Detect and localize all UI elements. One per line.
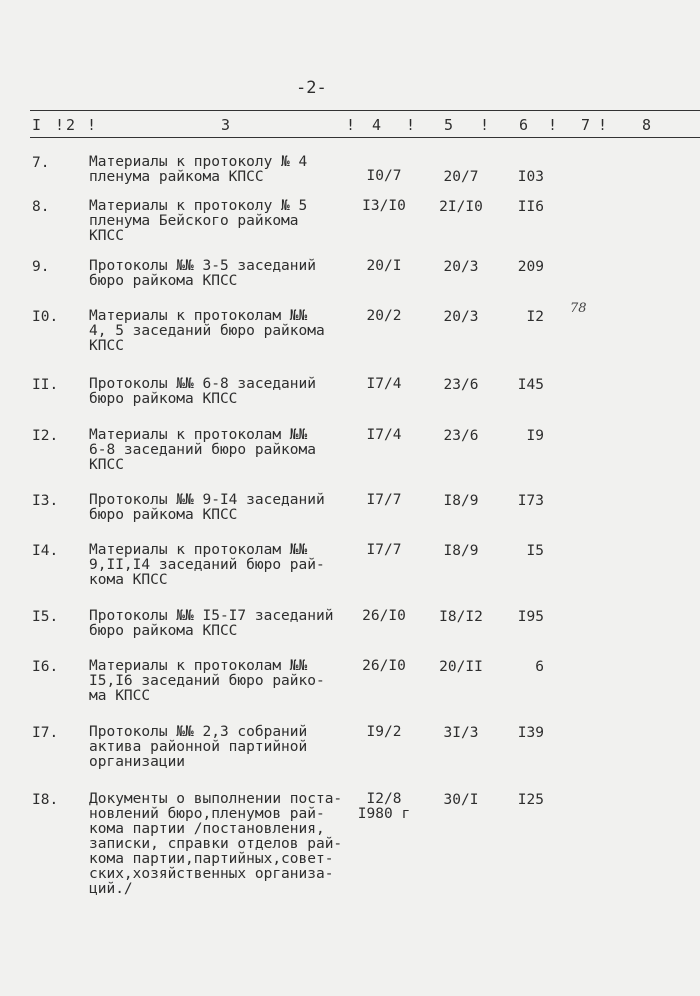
row-title-line: Материалы к протоколам №№ <box>89 308 308 324</box>
header-cell: ! <box>598 116 608 134</box>
row-title-line: 6-8 заседаний бюро райкома <box>89 442 316 458</box>
handwritten-note: 78 <box>570 301 587 316</box>
end-date: 30/I <box>443 792 479 808</box>
end-date: 2I/I0 <box>439 199 483 215</box>
row-title-line: организации <box>89 754 186 770</box>
header-cell: 6 <box>519 116 529 134</box>
row-title-line: Материалы к протоколу № 4 <box>89 154 308 170</box>
start-date <box>352 543 416 558</box>
row-title-line: новлений бюро,пленумов рай- <box>89 806 325 822</box>
row-title-line: кома КПСС <box>89 572 168 588</box>
row-title-line: бюро райкома КПСС <box>89 623 238 639</box>
header-cell: I <box>32 116 42 134</box>
start-date <box>352 169 416 184</box>
row-title <box>89 259 351 289</box>
start-date <box>352 377 416 392</box>
start-date-line: I9/2 <box>366 724 402 740</box>
row-title-line: кома партии /постановления, <box>89 821 325 837</box>
row-title-line: Протоколы №№ 3-5 заседаний <box>89 258 316 274</box>
row-title <box>89 309 351 354</box>
row-number: I7. <box>32 725 59 741</box>
start-date-line: I7/7 <box>366 492 402 508</box>
header-cell: 4 <box>372 116 382 134</box>
start-date <box>352 199 416 214</box>
row-title-line: ских,хозяйственных организа- <box>89 866 334 882</box>
end-date: 20/3 <box>443 259 479 275</box>
row-title-line: ма КПСС <box>89 688 151 704</box>
row-number: 7. <box>32 155 50 171</box>
header-cell: 2 <box>66 116 76 134</box>
start-date-line: I3/I0 <box>362 198 406 214</box>
header-cell: ! <box>87 116 97 134</box>
header-cell: ! <box>548 116 558 134</box>
row-title-line: Протоколы №№ 2,3 собраний <box>89 724 308 740</box>
header-cell: 3 <box>221 116 231 134</box>
row-title-line: Протоколы №№ 9-I4 заседаний <box>89 492 325 508</box>
row-title <box>89 428 351 473</box>
row-title-line: бюро райкома КПСС <box>89 391 238 407</box>
start-date-line: I7/7 <box>366 542 402 558</box>
start-date-line: 26/I0 <box>362 658 406 674</box>
row-title <box>89 792 351 897</box>
row-title <box>89 659 351 704</box>
start-date <box>352 259 416 274</box>
row-number: I3. <box>32 493 59 509</box>
header-cell: ! <box>55 116 65 134</box>
row-title <box>89 493 351 523</box>
start-date-line: I7/4 <box>366 427 402 443</box>
start-date-line: I980 г <box>357 806 411 822</box>
row-title-line: актива районной партийной <box>89 739 308 755</box>
row-number: 8. <box>32 199 50 215</box>
start-date <box>352 792 416 822</box>
row-title-line: пленума Бейского райкома <box>89 213 299 229</box>
row-title-line: Материалы к протоколам №№ <box>89 427 308 443</box>
end-date: I8/I2 <box>439 609 483 625</box>
page-number: -2- <box>296 78 327 98</box>
start-date-line: 20/2 <box>366 308 402 324</box>
sheet-count: I39 <box>517 725 544 741</box>
row-title <box>89 377 351 407</box>
sheet-count: I03 <box>517 169 544 185</box>
row-title-line: Протоколы №№ 6-8 заседаний <box>89 376 316 392</box>
row-title <box>89 155 351 185</box>
header-cell: 5 <box>444 116 454 134</box>
row-number: I5. <box>32 609 59 625</box>
row-title-line: КПСС <box>89 457 124 473</box>
row-number: I2. <box>32 428 59 444</box>
row-title-line: бюро райкома КПСС <box>89 507 238 523</box>
sheet-count: 209 <box>517 259 544 275</box>
row-title-line: записки, справки отделов рай- <box>89 836 343 852</box>
sheet-count: II6 <box>517 199 544 215</box>
header-cell: ! <box>346 116 356 134</box>
header-cell: 7 <box>581 116 591 134</box>
row-title-line: бюро райкома КПСС <box>89 273 238 289</box>
row-number: I4. <box>32 543 59 559</box>
row-title <box>89 199 351 244</box>
row-title-line: I5,I6 заседаний бюро райко- <box>89 673 325 689</box>
row-number: I0. <box>32 309 59 325</box>
start-date <box>352 659 416 674</box>
row-title-line: пленума райкома КПСС <box>89 169 264 185</box>
start-date <box>352 309 416 324</box>
start-date-line: I7/4 <box>366 376 402 392</box>
row-title <box>89 725 351 770</box>
sheet-count: I9 <box>526 428 544 444</box>
row-number: 9. <box>32 259 50 275</box>
row-title-line: Материалы к протоколу № 5 <box>89 198 308 214</box>
row-title <box>89 543 351 588</box>
row-title-line: Протоколы №№ I5-I7 заседаний <box>89 608 334 624</box>
row-title-line: 9,II,I4 заседаний бюро рай- <box>89 557 325 573</box>
row-title-line: КПСС <box>89 338 124 354</box>
start-date-line: I0/7 <box>366 168 402 184</box>
sheet-count: I95 <box>517 609 544 625</box>
start-date <box>352 725 416 740</box>
sheet-count: I5 <box>526 543 544 559</box>
sheet-count: I25 <box>517 792 544 808</box>
row-title-line: Материалы к протоколам №№ <box>89 542 308 558</box>
end-date: 20/3 <box>443 309 479 325</box>
end-date: 3I/3 <box>443 725 479 741</box>
end-date: 20/7 <box>443 169 479 185</box>
row-title-line: КПСС <box>89 228 124 244</box>
start-date <box>352 428 416 443</box>
header-cell: 8 <box>642 116 652 134</box>
start-date <box>352 493 416 508</box>
sheet-count: I2 <box>526 309 544 325</box>
sheet-count: 6 <box>535 659 544 675</box>
row-title <box>89 609 351 639</box>
header-cell: ! <box>406 116 416 134</box>
end-date: 23/6 <box>443 377 479 393</box>
row-number: I8. <box>32 792 59 808</box>
row-title-line: ций./ <box>89 881 133 897</box>
row-number: I6. <box>32 659 59 675</box>
header-cell: ! <box>480 116 490 134</box>
header-top-rule <box>30 110 700 111</box>
end-date: I8/9 <box>443 493 479 509</box>
header-bottom-rule <box>30 137 700 138</box>
end-date: I8/9 <box>443 543 479 559</box>
row-title-line: 4, 5 заседаний бюро райкома <box>89 323 325 339</box>
start-date-line: 20/I <box>366 258 402 274</box>
end-date: 23/6 <box>443 428 479 444</box>
row-title-line: Материалы к протоколам №№ <box>89 658 308 674</box>
row-title-line: Документы о выполнении поста- <box>89 791 343 807</box>
row-title-line: кома партии,партийных,совет- <box>89 851 334 867</box>
row-number: II. <box>32 377 59 393</box>
sheet-count: I45 <box>517 377 544 393</box>
end-date: 20/II <box>439 659 483 675</box>
start-date-line: I2/8 <box>366 791 402 807</box>
start-date <box>352 609 416 624</box>
sheet-count: I73 <box>517 493 544 509</box>
start-date-line: 26/I0 <box>362 608 406 624</box>
